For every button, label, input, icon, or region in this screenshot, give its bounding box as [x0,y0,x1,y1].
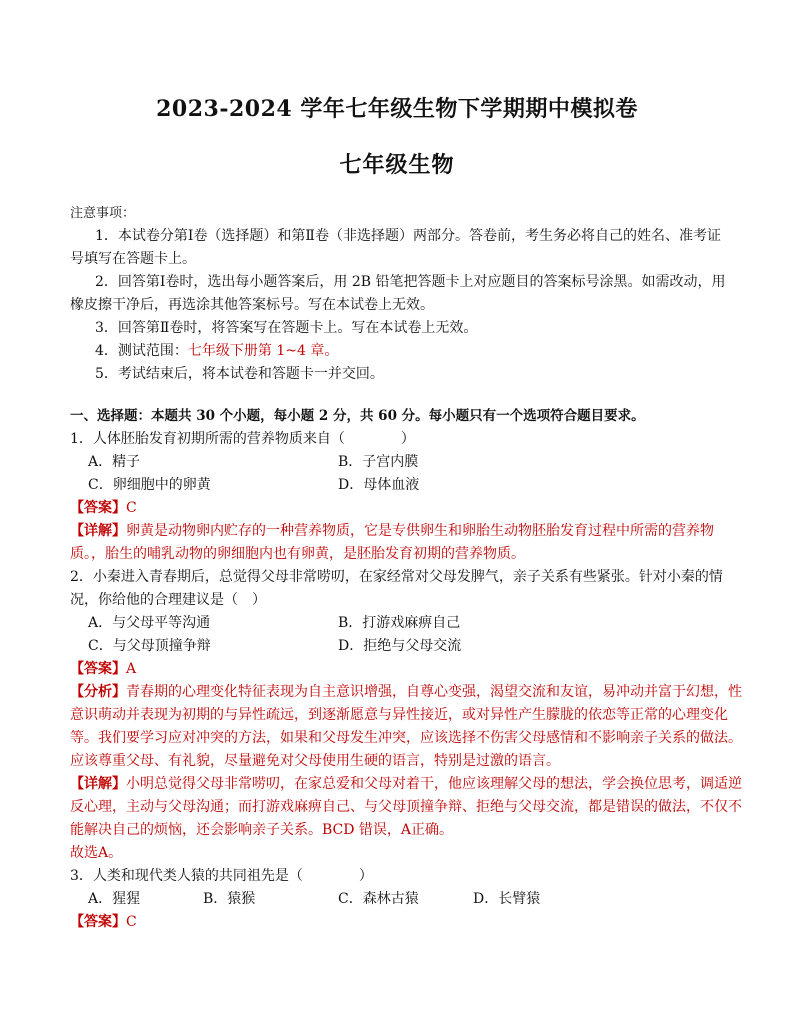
question-2-answer [70,659,136,679]
notice-heading: 注意事项： [70,206,136,221]
notice-item-3: 3．回答第Ⅱ卷时，将答案写在答题卡上。写在本试卷上无效。 [95,320,478,336]
question-2-analysis-line-4: 应该尊重父母、有礼貌，尽量避免对父母使用生硬的语言，特别是过激的语言。 [70,753,560,769]
question-1-stem: 1．人体胚胎发育初期所需的营养物质来自（ ） [70,431,415,447]
question-2-detail-line-1 [70,774,742,794]
notice-item-1-line-2: 号填写在答题卡上。 [70,251,196,267]
answer-tag: 【答案】 [70,914,126,930]
detail-text: 小明总觉得父母非常唠叨，在家总爱和父母对着干，他应该理解父母的想法，学会换位思考，调适逆 [126,776,742,792]
question-2-option-c: C．与父母顶撞争辩 [88,638,211,654]
detail-text: 卵黄是动物卵内贮存的一种营养物质，它是专供卵生和卵胎生动物胚胎发育过程中所需的营养物 [126,523,714,539]
analysis-text: 青春期的心理变化特征表现为自主意识增强，自尊心变强，渴望交流和友谊，易冲动并富于幻想，性 [126,684,742,700]
notice-item-5: 5．考试结束后，将本试卷和答题卡一并交回。 [95,366,384,382]
test-range: 七年级下册第 1~4 章。 [187,343,339,359]
notice-item-4-prefix: 4．测试范围： [95,343,188,359]
answer-value: C [126,914,137,930]
question-1-option-c: C．卵细胞中的卵黄 [88,477,211,493]
page-subtitle: 七年级生物 [339,152,455,178]
question-2-option-b: B．打游戏麻痹自己 [338,615,461,631]
question-3-option-c: C．森林古猿 [338,891,419,907]
question-2-option-a: A．与父母平等沟通 [88,615,211,631]
question-2-analysis-line-2: 意识萌动并表现为初期的与异性疏远，到逐渐愿意与异性接近，或对异性产生朦胧的依恋等正常的心理变化 [70,707,728,723]
question-3-option-d: D．长臂猿 [473,891,541,907]
notice-item-2-line-1: 2．回答第Ⅰ卷时，选出每小题答案后，用 2B 铅笔把答题卡上对应题目的答案标号涂黑。如需改动，用 [95,274,726,290]
notice-item-2-line-2: 橡皮擦干净后，再选涂其他答案标号。写在本试卷上无效。 [70,297,434,313]
question-2-option-d: D．拒绝与父母交流 [338,638,462,654]
question-1-option-d: D．母体血液 [338,477,420,493]
page-title: 2023-2024 学年七年级生物下学期期中模拟卷 [156,96,638,122]
answer-tag: 【答案】 [70,500,126,516]
detail-tag: 【详解】 [70,523,126,539]
question-3-answer [70,912,137,932]
question-2-conclusion: 故选A。 [70,845,123,861]
section-heading: 一、选择题：本题共 30 个小题，每小题 2 分，共 60 分。每小题只有一个选项符合题目要求。 [70,408,645,424]
question-1-detail-line-1 [70,521,714,541]
question-2-analysis-line-3: 等。我们要学习应对冲突的方法，如果和父母发生冲突，应该选择不伤害父母感情和不影响亲子关系的做法。 [70,730,742,746]
question-1-answer [70,498,137,518]
question-2-detail-line-3: 能解决自己的烦恼，还会影响亲子关系。BCD 错误，A正确。 [70,822,454,838]
notice-item-1-line-1: 1．本试卷分第Ⅰ卷（选择题）和第Ⅱ卷（非选择题）两部分。答卷前，考生务必将自己的姓名、准考证 [95,228,721,244]
question-1-option-a: A．精子 [88,454,141,470]
question-2-detail-line-2: 反心理，主动与父母沟通；而打游戏麻痹自己、与父母顶撞争辩、拒绝与父母交流，都是错误的做法，不仅不 [70,799,742,815]
detail-tag: 【详解】 [70,776,126,792]
question-3-option-b: B．猿猴 [203,891,256,907]
question-2-stem-line-1: 2．小秦进入青春期后，总觉得父母非常唠叨，在家经常对父母发脾气，亲子关系有些紧张。针对小秦的情 [70,569,723,585]
notice-item-4 [95,341,338,361]
answer-value: C [126,500,137,516]
question-3-option-a: A．猩猩 [88,891,141,907]
question-2-analysis-line-1 [70,682,742,702]
question-1-option-b: B．子宫内膜 [338,454,419,470]
question-1-detail-line-2: 质。，胎生的哺乳动物的卵细胞内也有卵黄，是胚胎发育初期的营养物质。 [70,546,525,562]
question-2-stem-line-2: 况，你给他的合理建议是（ ） [70,592,266,608]
question-3-stem: 3．人类和现代类人猿的共同祖先是（ ） [70,868,373,884]
answer-value: A [126,661,137,677]
answer-tag: 【答案】 [70,661,126,677]
analysis-tag: 【分析】 [70,684,126,700]
